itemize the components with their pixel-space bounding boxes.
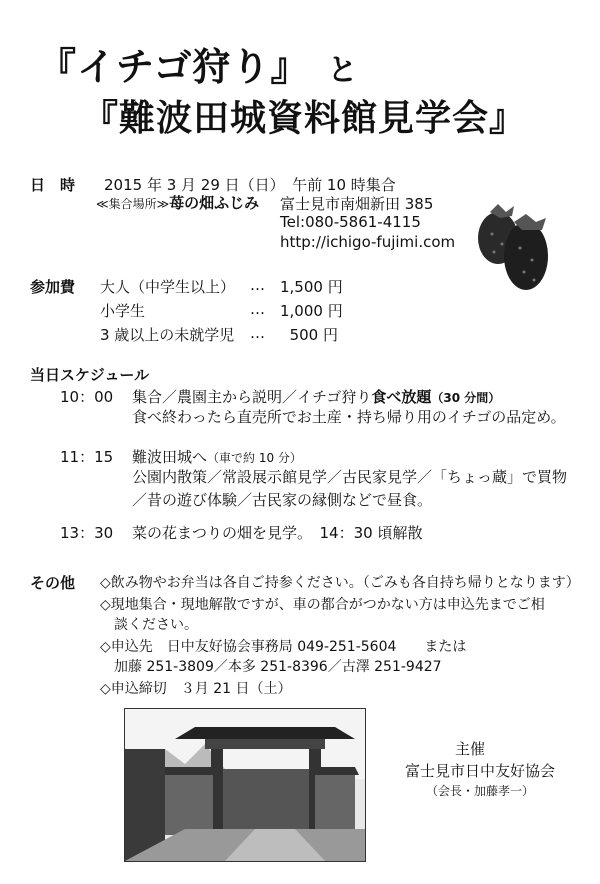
- other-line-6: ◇申込締切 ３月 21 日（土）: [100, 681, 292, 697]
- organizer-label: 主催: [454, 740, 485, 758]
- fee-category-elementary: 小学生: [100, 302, 146, 320]
- fee-price-elementary: 1,000 円: [280, 302, 343, 320]
- schedule-time-3: 13：30: [60, 524, 114, 542]
- schedule-item-1-line-1: [132, 386, 500, 407]
- datetime-label: 日 時: [30, 176, 76, 194]
- fee-dots-adult: …: [250, 276, 265, 294]
- other-line-4: ◇申込先 日中友好協会事務局 049-251-5604 または: [100, 639, 467, 655]
- fee-category-preschool: 3 歳以上の未就学児: [100, 326, 235, 344]
- title-bracket-close: 』: [270, 45, 310, 89]
- meeting-place-prefix: ≪集合場所≫: [96, 197, 170, 211]
- schedule-item-1-text: 集合／農園主から説明／イチゴ狩り: [132, 388, 372, 406]
- meeting-place-name: 苺の畑ふじみ: [169, 194, 260, 212]
- title-line-2: [82, 90, 526, 141]
- meeting-address: 富士見市南畑新田 385: [280, 195, 434, 213]
- strawberry-photo: [470, 200, 554, 300]
- schedule-time-2: 11：15: [60, 448, 114, 466]
- castle-gate-photo: [124, 708, 366, 862]
- other-line-3: 談ください。: [100, 617, 198, 633]
- other-label: その他: [30, 574, 76, 592]
- meeting-url: http://ichigo-fujimi.com: [280, 233, 456, 251]
- title2-bracket-close: 』: [489, 98, 527, 139]
- meeting-tel: Tel:080-5861-4115: [280, 213, 421, 231]
- fee-label: 参加費: [30, 278, 76, 296]
- fee-category-adult: 大人（中学生以上）: [100, 278, 236, 296]
- fee-price-adult: 1,500 円: [280, 278, 343, 296]
- schedule-item-2-note: （車で約 10 分）: [207, 451, 302, 465]
- schedule-item-3-line-1: 菜の花まつりの畑を見学。 14：30 頃解散: [132, 524, 423, 542]
- datetime-value: 2015 年 3 月 29 日（日） 午前 10 時集合: [104, 176, 396, 194]
- title-strawberry-picking: イチゴ狩り: [77, 45, 271, 89]
- meeting-place-line: [96, 192, 259, 213]
- schedule-item-2-text: 難波田城へ: [132, 448, 208, 466]
- schedule-item-2-line-2: 公園内散策／常設展示館見学／古民家見学／「ちょっ蔵」で買物: [132, 468, 568, 486]
- schedule-label: 当日スケジュール: [30, 366, 150, 384]
- title-and: と: [327, 53, 359, 88]
- other-line-1: ◇飲み物やお弁当は各自ご持参ください。（ごみも各自持ち帰りとなります）: [100, 575, 580, 591]
- schedule-item-1-duration: （30 分間）: [431, 391, 501, 405]
- fee-price-preschool: 500 円: [289, 326, 338, 344]
- schedule-item-2-line-3: ／昔の遊び体験／古民家の縁側などで昼食。: [132, 491, 433, 509]
- schedule-time-1: 10：00: [60, 388, 114, 406]
- title-line-1: [38, 36, 359, 91]
- organizer-chair: （会長・加藤孝一）: [425, 784, 534, 798]
- fee-dots-preschool: …: [250, 324, 265, 342]
- other-line-5: 加藤 251-3809／本多 251-8396／古澤 251-9427: [100, 659, 442, 675]
- other-line-2: ◇現地集合・現地解散ですが、車の都合がつかない方は申込先までご相: [100, 597, 545, 613]
- title-museum-tour: 難波田城資料館見学会: [119, 98, 490, 139]
- organizer-name: 富士見市日中友好協会: [404, 762, 555, 780]
- title-bracket-open: 『: [38, 45, 78, 89]
- title2-bracket-open: 『: [82, 98, 120, 139]
- fee-dots-elementary: …: [250, 300, 265, 318]
- schedule-item-1-line-2: 食べ終わったら直売所でお土産・持ち帰り用のイチゴの品定め。: [132, 408, 566, 426]
- schedule-item-1-all-you-can-eat: 食べ放題: [371, 388, 432, 406]
- schedule-item-2-line-1: [132, 446, 302, 467]
